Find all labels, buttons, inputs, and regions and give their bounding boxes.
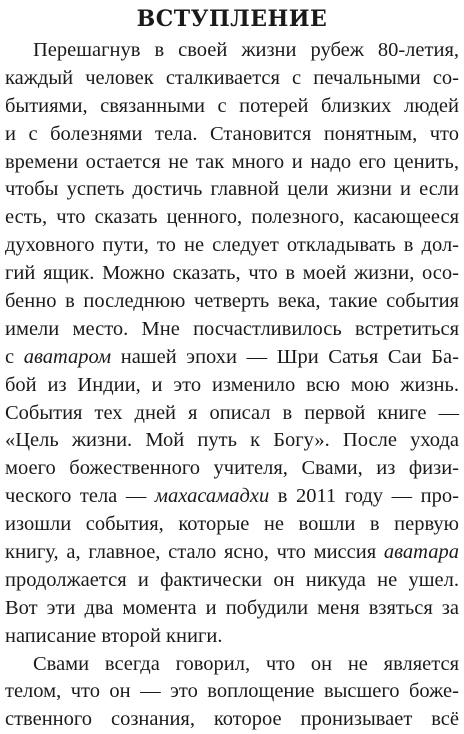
text-line bbox=[5, 427, 459, 455]
text-segment: Свами всегда говорил, что он не является bbox=[33, 652, 459, 675]
text-segment: и с болезнями тела. Становится понятным, что bbox=[5, 122, 459, 145]
text-line bbox=[5, 37, 459, 65]
text-line bbox=[5, 149, 459, 177]
text-line bbox=[5, 400, 459, 428]
text-segment: бой из Индии, и это изменило всю мою жизнь. bbox=[5, 373, 459, 396]
text-line bbox=[5, 121, 459, 149]
text-line bbox=[5, 204, 459, 232]
text-line bbox=[5, 372, 459, 400]
text-line bbox=[5, 483, 459, 511]
text-segment: времени остается не так много и надо его ценить, bbox=[5, 150, 459, 173]
text-segment: События тех дней я описал в первой книге — bbox=[5, 401, 459, 424]
text-line bbox=[5, 455, 459, 483]
text-line bbox=[5, 651, 459, 679]
text-line bbox=[5, 93, 459, 121]
text-segment: гий ящик. Можно сказать, что в моей жизни, осо- bbox=[5, 262, 459, 285]
italic-term: махасамадхи bbox=[154, 485, 270, 508]
text-line bbox=[5, 539, 459, 567]
text-line bbox=[5, 623, 459, 651]
text-line bbox=[5, 344, 459, 372]
text-segment: каждый человек сталкивается с печальными со- bbox=[5, 66, 459, 89]
text-line bbox=[5, 706, 459, 734]
text-segment: имели место. Мне посчастливилось встретиться bbox=[5, 317, 459, 340]
text-segment: «Цель жизни. Мой путь к Богу». После ухода bbox=[5, 429, 459, 452]
text-line bbox=[5, 567, 459, 595]
text-line bbox=[5, 316, 459, 344]
text-line bbox=[5, 260, 459, 288]
text-segment: чтобы успеть достичь главной цели жизни и если bbox=[5, 178, 459, 201]
text-line bbox=[5, 678, 459, 706]
text-segment: ственного сознания, которое пронизывает всё bbox=[5, 708, 459, 731]
text-segment: изошли события, которые не вошли в первую bbox=[5, 513, 459, 536]
text-segment: книгу, а, главное, стало ясно, что миссия bbox=[5, 541, 384, 564]
text-segment: нашей эпохи — Шри Сатья Саи Ба- bbox=[111, 345, 459, 368]
text-segment: ческого тела — bbox=[5, 485, 155, 508]
text-segment: с bbox=[5, 345, 24, 368]
text-line bbox=[5, 511, 459, 539]
text-line bbox=[5, 595, 459, 623]
text-segment: бенно в последнюю четверть века, такие события bbox=[5, 290, 459, 313]
text-segment: Перешагнув в своей жизни рубеж 80-летия, bbox=[33, 39, 459, 61]
text-segment: написание второй книги. bbox=[5, 624, 223, 647]
text-line bbox=[5, 65, 459, 93]
text-segment: моего божественного учителя, Свами, из физи- bbox=[5, 457, 459, 480]
text-segment: есть, что сказать ценного, полезного, касающееся bbox=[5, 206, 459, 229]
italic-term: аватаром bbox=[23, 345, 112, 368]
chapter-title: ВСТУПЛЕНИЕ bbox=[136, 6, 328, 32]
text-segment: бытиями, связанными с потерей близких людей bbox=[5, 94, 459, 117]
text-segment: Вот эти два момента и побудили меня взяться за bbox=[5, 596, 459, 619]
text-segment: телом, что он — это воплощение высшего боже- bbox=[5, 680, 459, 703]
text-line bbox=[5, 176, 459, 204]
text-line bbox=[5, 232, 459, 260]
text-line bbox=[5, 288, 459, 316]
italic-term: аватара bbox=[383, 541, 459, 564]
body-text bbox=[5, 37, 459, 734]
text-segment: духовного пути, то не следует откладывать в дол- bbox=[5, 234, 459, 257]
text-segment: в 2011 году — про- bbox=[269, 485, 459, 508]
text-segment: продолжается и фактически он никуда не ушел. bbox=[5, 568, 459, 591]
